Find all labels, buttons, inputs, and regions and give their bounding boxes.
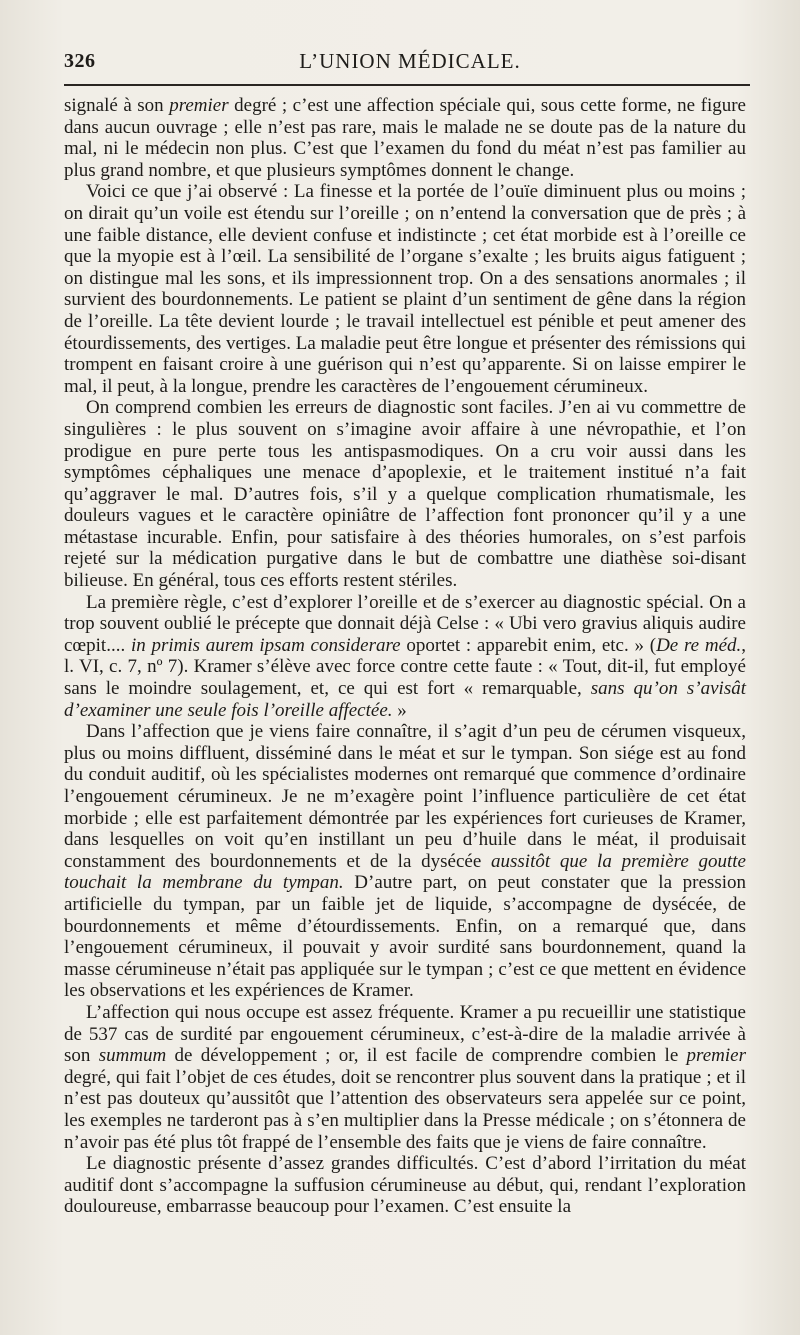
body-text (64, 95, 746, 1218)
text-run: L’affection qui nous occupe est assez fréquente. Kramer a pu recueillir une statistique de 537 cas de surdité par engouement cérumineux, c’est-à-dire de la maladie arrivée à son (64, 1001, 746, 1067)
text-run: Dans l’affection que je viens faire connaître, il s’agit d’un peu de cérumen visqueux, plus ou moins diffluent, disséminé dans le méat et sur le tympan. Son siége est au fond du conduit auditif, où les spécialistes modernes ont remarqué que commence d’ordinaire l’engouement cérumineux. Je ne m’exagère point l’influence particulière de cet état morbide ; elle est parfaitement démontrée par les expériences fort curieuses de Kramer, dans lesquelles on voit qu’en instillant un peu d’huile dans le méat, il produisait constamment des bourdonnements et de la dysécée (64, 721, 746, 872)
italic-text: aussitôt que la première goutte touchait la membrane du tympan. (64, 850, 746, 894)
text-run: de développement ; or, il est facile de comprendre combien le (166, 1045, 687, 1067)
header-rule (64, 84, 750, 86)
paragraph (64, 721, 746, 1002)
running-title: L’UNION MÉDICALE. (299, 49, 521, 73)
paragraph (64, 397, 746, 591)
paragraph (64, 181, 746, 397)
text-run: signalé à son (64, 95, 170, 116)
italic-text: premier (686, 1045, 746, 1067)
italic-text: premier (169, 95, 229, 116)
paragraph (64, 95, 746, 181)
text-run: La première règle, c’est d’explorer l’oreille et de s’exercer au diagnostic spécial. On a trop souvent oublié le précepte que donnait déjà Celse : « Ubi vero gravius aliquis audire cœpit.... (64, 591, 746, 656)
text-run: Le diagnostic présente d’assez grandes difficultés. C’est d’abord l’irritation du méat auditif dont s’accompagne la suffusion cérumineuse au début, qui, rendant l’exploration douloureuse, embarrasse beaucoup pour l’examen. C’est ensuite la (64, 1153, 746, 1218)
text-run: D’autre part, on peut constater que la pression artificielle du tympan, par un faible jet de liquide, s’accompagne de dysécée, de bourdonnements et même d’étourdissements. Enfin, on a remarqué que, dans l’engouement cérumineux, il pouvait y avoir surdité sans bourdonnement, quand la masse cérumineuse n’était pas appliquée sur le tympan ; c’est ce que mettent en évidence les observations et les expériences de Kramer. (64, 872, 747, 1002)
text-run: degré ; c’est une affection spéciale qui, sous cette forme, ne figure dans aucun ouvrage ; elle n’est pas rare, mais le malade ne se doute pas de la nature du mal, ni le médecin non plus. C’est que l’examen du fond du méat n’est pas familier au plus grand nombre, et que plusieurs symptômes donnent le change. (64, 95, 746, 181)
italic-text: in primis aurem ipsam considerare (130, 634, 401, 656)
text-run: , l. VI, c. 7, nº 7). Kramer s’élève avec force contre cette faute : « Tout, dit-il, fut employé sans le moindre soulagement, et, ce qui est fort « remarquable, (64, 634, 747, 700)
text-run: Voici ce que j’ai observé : La finesse et la portée de l’ouïe diminuent plus ou moins ; on dirait qu’un voile est étendu sur l’oreille ; on n’entend la conversation que de près ; à une faible distance, elle devient confuse et indistincte ; cet état morbide est à l’oreille ce que la myopie est à l’œil. La sensibilité de l’organe s’exalte ; les bruits aigus fatiguent ; on distingue mal les sons, et ils impressionnent trop. On a des sensations anormales ; il survient des bourdonnements. Le patient se plaint d’un sentiment de gêne dans la région de l’oreille. La tête devient lourde ; le travail intellectuel est pénible et peut amener des étourdissements, des vertiges. La maladie peut être longue et présenter des rémissions qui trompent en faisant croire à une guérison qui n’est qu’apparente. Si on laisse empirer le mal, il peut, à la longue, prendre les caractères de l’engouement cérumineux. (64, 181, 746, 397)
page-header (64, 46, 756, 76)
italic-text: summum (98, 1045, 167, 1067)
paragraph (64, 1002, 746, 1153)
paragraph (64, 1153, 746, 1218)
paragraph (64, 592, 746, 722)
text-run: On comprend combien les erreurs de diagnostic sont faciles. J’en ai vu commettre de singulières : le plus souvent on s’imagine avoir affaire à une névropathie, et l’on prodigue en pure perte tous les antispasmodiques. On a cru voir aussi dans les symptômes céphaliques une menace d’apoplexie, et le traitement institué n’a fait qu’aggraver le mal. D’autres fois, s’il y a quelque complication rhumatismale, les douleurs vagues et le caractère opiniâtre de l’affection font prononcer qu’il y a une métastase incurable. Enfin, pour satisfaire à des théories humorales, on s’est parfois rejeté sur la médication purgative dans le but de combattre une diathèse soi-disant bilieuse. En général, tous ces efforts restent stériles. (64, 397, 746, 592)
italic-text: De re méd. (656, 634, 742, 656)
text-run: degré, qui fait l’objet de ces études, doit se rencontrer plus souvent dans la pratique ; et il n’est pas douteux qu’aussitôt que l’attention des observateurs sera appelée sur ce point, les exemples ne tarderont pas à s’en multiplier dans la Presse médicale ; on s’étonnera de n’avoir pas été plus tôt frappé de l’ensemble des faits que je viens de faire connaître. (64, 1066, 746, 1153)
text-run: oportet : apparebit enim, etc. » ( (400, 634, 657, 656)
italic-text: sans qu’on s’avisât d’examiner une seule fois l’oreille affectée. (64, 678, 746, 721)
page-number: 326 (64, 50, 96, 72)
text-run: » (392, 699, 407, 721)
